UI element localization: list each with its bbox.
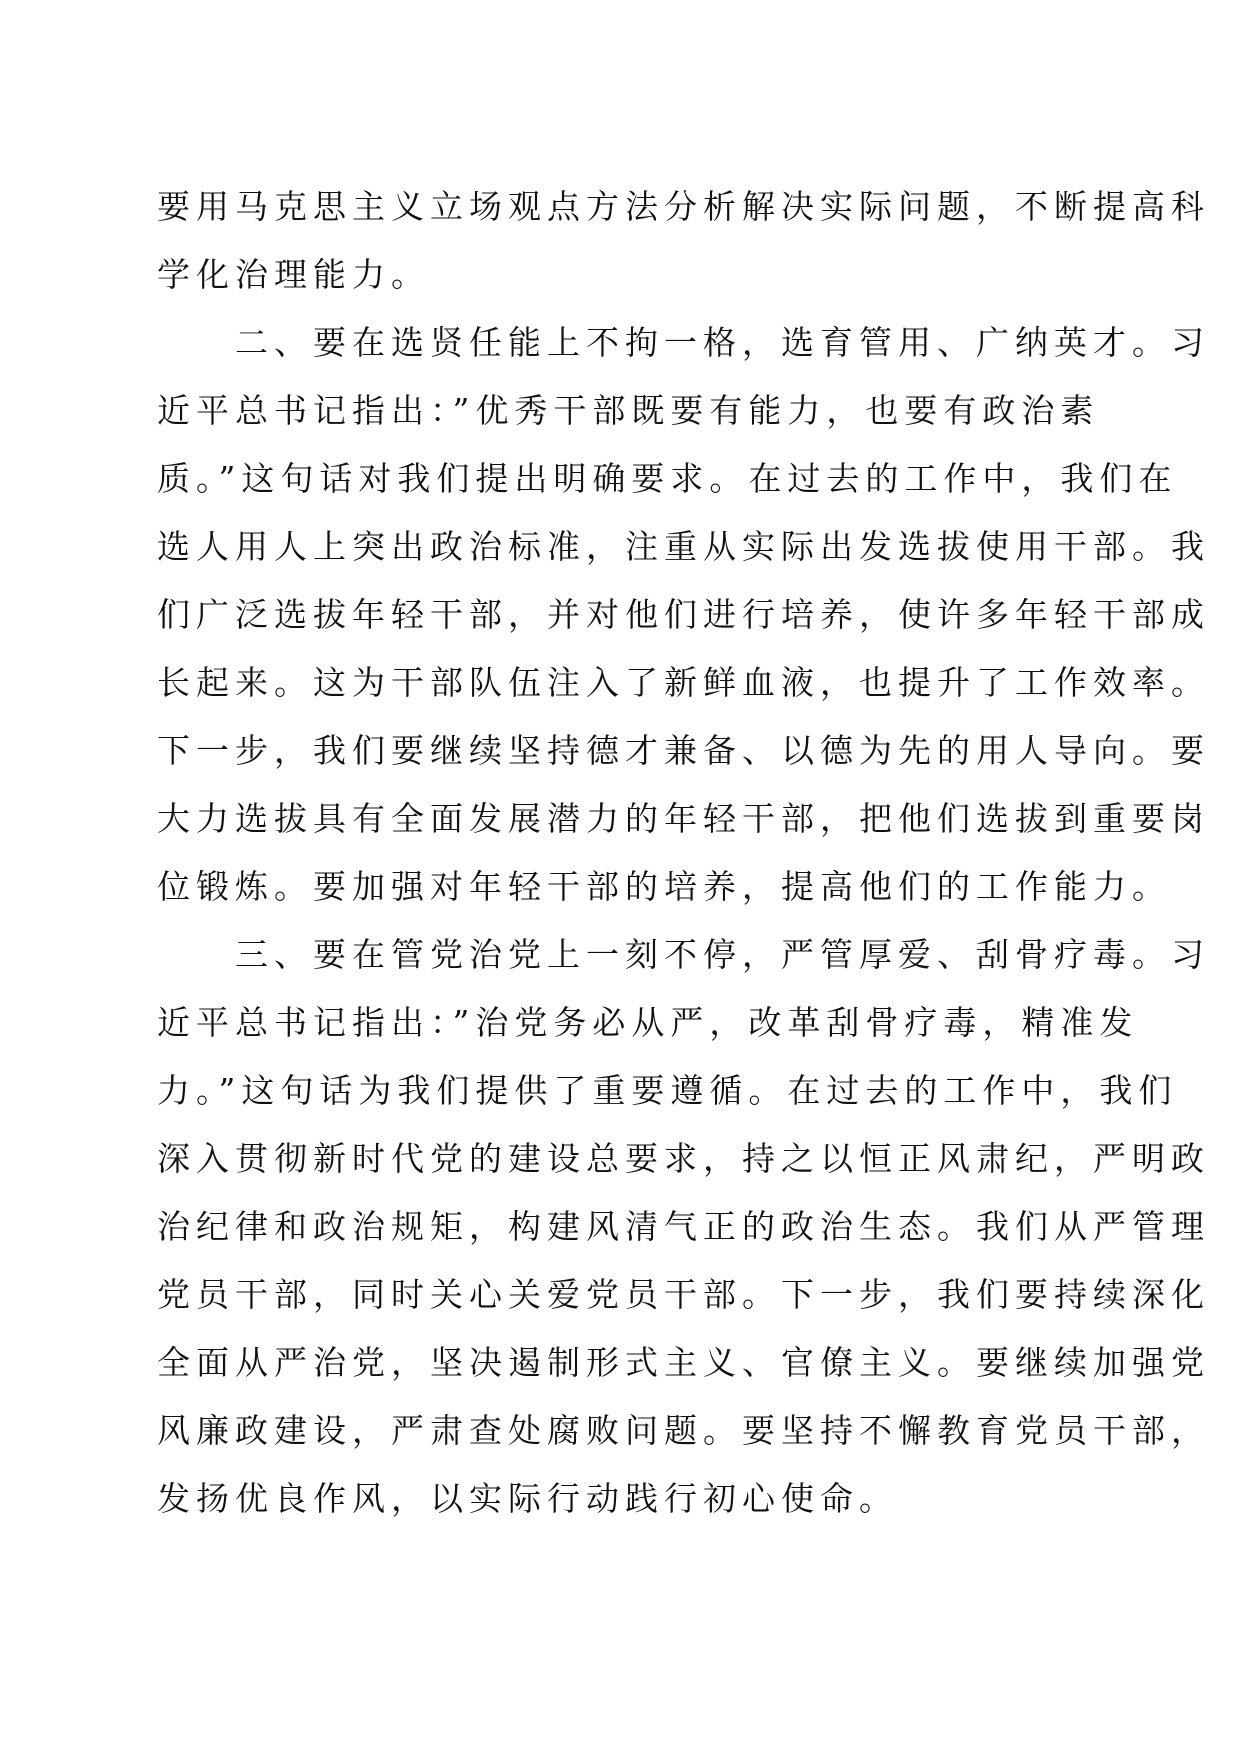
text-line: 下一步，我们要继续坚持德才兼备、以德为先的用人导向。要 <box>157 731 1210 770</box>
text-line: 要用马克思主义立场观点方法分析解决实际问题，不断提高科 <box>157 187 1210 226</box>
text-line: 选人用人上突出政治标准，注重从实际出发选拔使用干部。我 <box>157 527 1210 566</box>
text-line: 深入贯彻新时代党的建设总要求，持之以恒正风肃纪，严明政 <box>157 1139 1210 1178</box>
text-line: 大力选拔具有全面发展潜力的年轻干部，把他们选拔到重要岗 <box>157 799 1210 838</box>
text-line: 长起来。这为干部队伍注入了新鲜血液，也提升了工作效率。 <box>157 663 1210 702</box>
text-line: 三、要在管党治党上一刻不停，严管厚爱、刮骨疗毒。习 <box>157 935 1210 974</box>
text-line: 们广泛选拔年轻干部，并对他们进行培养，使许多年轻干部成 <box>157 595 1210 634</box>
text-line: 力。”这句话为我们提供了重要遵循。在过去的工作中，我们 <box>157 1071 1178 1110</box>
text-line: 学化治理能力。 <box>157 255 430 294</box>
text-line: 位锻炼。要加强对年轻干部的培养，提高他们的工作能力。 <box>157 867 1171 906</box>
text-line: 风廉政建设，严肃查处腐败问题。要坚持不懈教育党员干部， <box>157 1411 1210 1450</box>
text-line: 质。”这句话对我们提出明确要求。在过去的工作中，我们在 <box>157 459 1178 498</box>
body-text <box>157 173 1210 1533</box>
text-line: 全面从严治党，坚决遏制形式主义、官僚主义。要继续加强党 <box>157 1343 1210 1382</box>
text-line: 治纪律和政治规矩，构建风清气正的政治生态。我们从严管理 <box>157 1207 1210 1246</box>
text-line: 党员干部，同时关心关爱党员干部。下一步，我们要持续深化 <box>157 1275 1210 1314</box>
text-line: 近平总书记指出：”优秀干部既要有能力，也要有政治素 <box>157 391 1100 430</box>
text-line: 近平总书记指出：”治党务必从严，改革刮骨疗毒，精准发 <box>157 1003 1139 1042</box>
text-line: 发扬优良作风，以实际行动践行初心使命。 <box>157 1479 898 1518</box>
text-line: 二、要在选贤任能上不拘一格，选育管用、广纳英才。习 <box>157 323 1210 362</box>
